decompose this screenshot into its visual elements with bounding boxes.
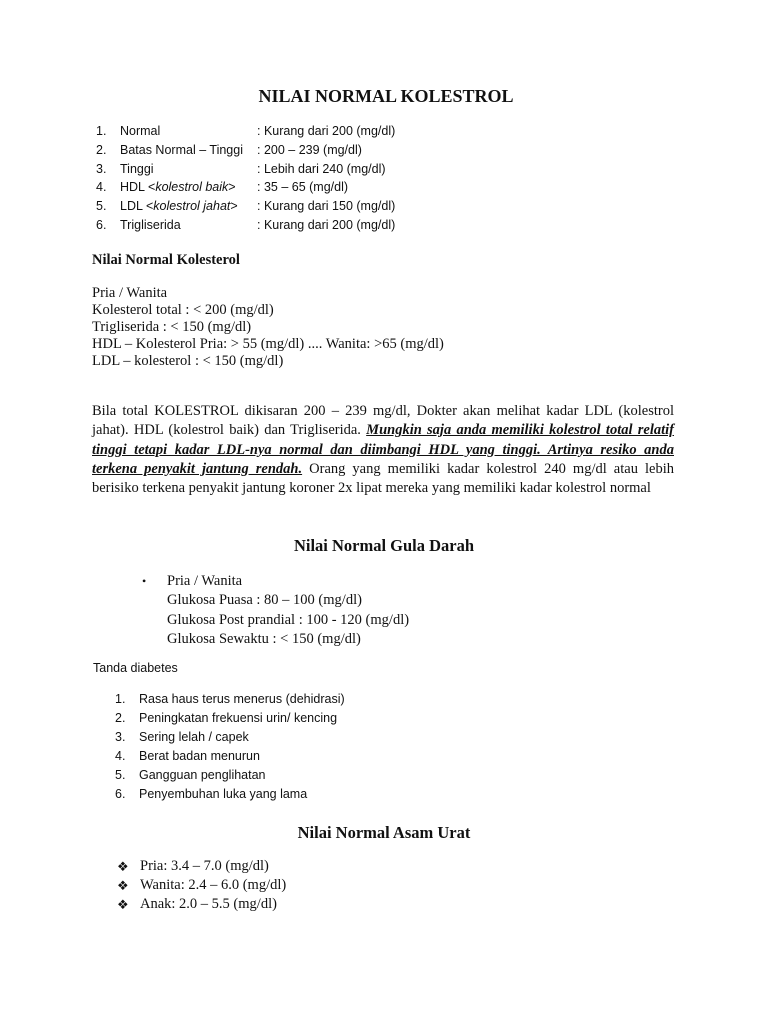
normal-cholesterol-line: Pria / Wanita [92,285,168,301]
row-label-text: LDL < [120,199,154,214]
item-number: 5. [115,768,126,782]
normal-cholesterol-line: Kolesterol total : < 200 (mg/dl) [92,302,274,318]
diamond-bullet-icon: ❖ [117,878,129,893]
row-label: Batas Normal – Tinggi [120,142,243,157]
normal-cholesterol-values [92,285,444,370]
item-label: Gangguan penglihatan [139,768,266,782]
row-label: Trigliserida [120,217,181,232]
blood-sugar-values [140,572,409,649]
item-number: 3. [115,730,126,744]
row-label: Tinggi [120,161,154,176]
blood-sugar-line: Glukosa Sewaktu : < 150 (mg/dl) [167,630,361,647]
diamond-bullet-icon: ❖ [117,897,129,912]
blood-sugar-line: Glukosa Post prandial : 100 - 120 (mg/dl) [167,611,410,628]
item-number: 1. [115,692,126,706]
row-value: : Kurang dari 200 (mg/dl) [257,217,396,232]
item-label: Rasa haus terus menerus (dehidrasi) [139,692,345,706]
item-label: Sering lelah / capek [139,730,249,744]
row-number: 5. [96,199,107,214]
row-label [120,178,236,197]
row-value: : Lebih dari 240 (mg/dl) [257,161,386,176]
normal-cholesterol-line: HDL – Kolesterol Pria: > 55 (mg/dl) .... Wanita: >65 (mg/dl) [92,336,444,352]
row-number: 1. [96,124,107,138]
paragraph-text: Bila total KOLESTROL dikisaran 200 – 239 mg/dl, Dokter akan melihat kadar LDL (kolestrol jahat). HDL (kolestrol baik) dan Trigliserida. [92,403,674,439]
row-value: : 35 – 65 (mg/dl) [257,180,349,195]
item-label: Anak: 2.0 – 5.5 (mg/dl) [140,896,277,912]
blood-sugar-line: Glukosa Puasa : 80 – 100 (mg/dl) [167,592,362,609]
item-number: 2. [115,711,126,725]
row-number: 3. [96,161,107,176]
row-number: 4. [96,180,107,195]
row-label: Normal [120,124,161,138]
blood-sugar-line: Pria / Wanita [167,573,243,589]
paragraph-text-end: Orang yang memiliki kadar kolestrol 240 mg/dl atau lebih berisiko terkena penyakit jantung koroner 2x lipat mereka yang memiliki kadar kolestrol normal [92,460,675,497]
row-label-text: HDL < [120,180,156,195]
document-title: NILAI NORMAL KOLESTROL [258,86,514,106]
row-value: : 200 – 239 (mg/dl) [257,142,362,157]
row-label-note: kolestrol jahat [153,199,231,214]
bullet-icon: • [142,574,147,588]
row-number: 6. [96,217,107,232]
cholesterol-paragraph [92,402,674,498]
row-value: : Kurang dari 200 (mg/dl) [257,124,396,138]
item-number: 6. [115,787,126,801]
row-label-tail: > [230,199,238,214]
row-label-note: kolestrol baik [155,180,229,195]
row-number: 2. [96,142,107,157]
item-label: Peningkatan frekuensi urin/ kencing [139,711,338,725]
blood-sugar-heading: Nilai Normal Gula Darah [293,536,475,555]
normal-cholesterol-line: LDL – kolesterol : < 150 (mg/dl) [92,353,284,369]
item-label: Berat badan menurun [139,749,260,763]
paragraph-emphasis: Mungkin saja anda memiliki kolestrol total relatif tinggi tetapi kadar LDL-nya normal dan diimbangi HDL yang tinggi. Artinya resiko anda terkena penyakit jantung rendah. [92,422,674,477]
uric-acid-heading: Nilai Normal Asam Urat [297,823,471,842]
diamond-bullet-icon: ❖ [117,859,129,874]
item-number: 4. [115,749,126,763]
row-label [120,197,238,216]
row-label-tail: > [228,180,236,195]
row-value: : Kurang dari 150 (mg/dl) [257,199,396,214]
item-label: Penyembuhan luka yang lama [139,787,308,801]
normal-cholesterol-line: Trigliserida : < 150 (mg/dl) [92,319,252,335]
normal-cholesterol-heading: Nilai Normal Kolesterol [92,252,240,268]
item-label: Wanita: 2.4 – 6.0 (mg/dl) [140,877,287,893]
item-label: Pria: 3.4 – 7.0 (mg/dl) [140,858,269,874]
diabetes-signs-heading: Tanda diabetes [93,661,178,675]
